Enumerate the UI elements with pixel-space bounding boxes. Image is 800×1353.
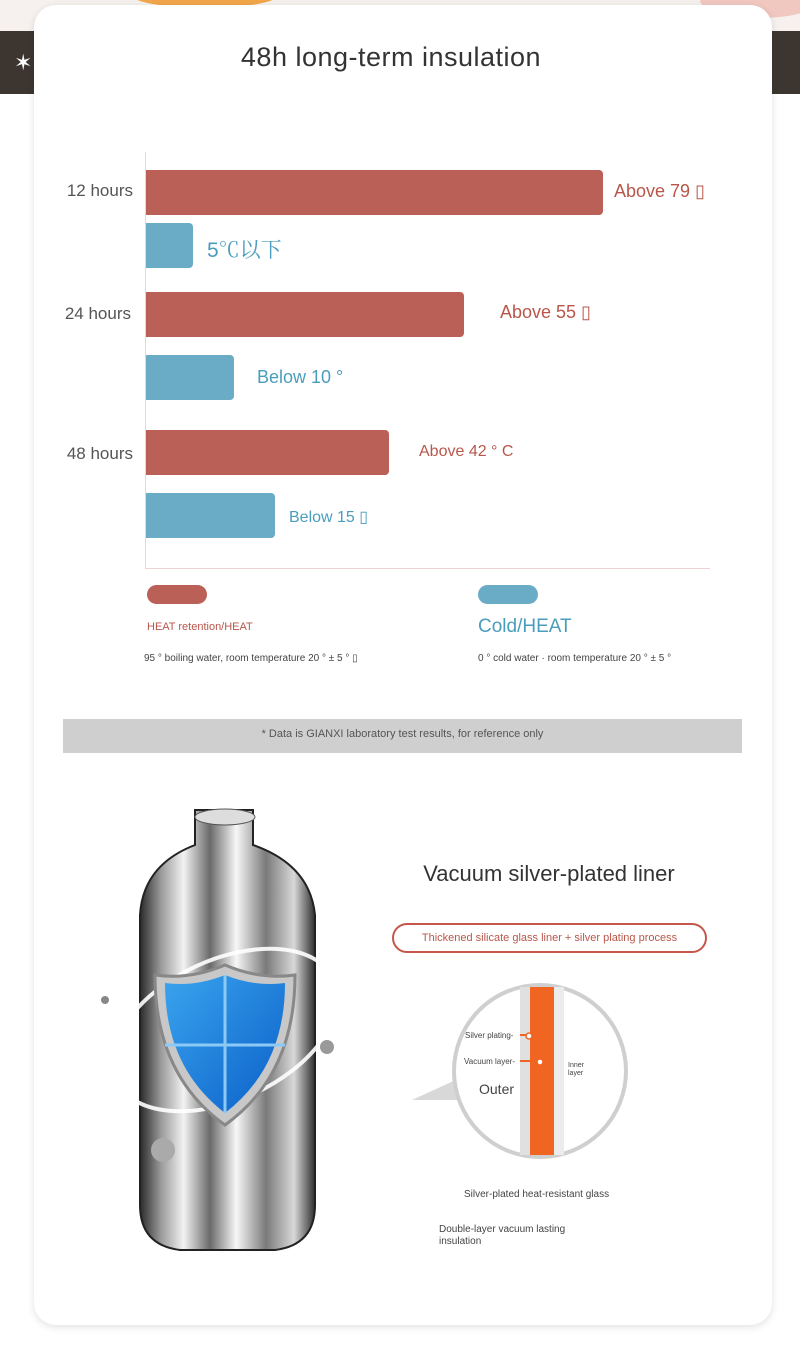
legend-label-cold: Cold/HEAT (478, 616, 572, 637)
label-outer: Outer (479, 1081, 515, 1097)
legend-label-hot: HEAT retention/HEAT (147, 621, 253, 633)
legend-desc-cold: 0 ° cold water · room temperature 20 ° ± 5 ° (478, 653, 672, 664)
label-vacuum-layer: Vacuum layer- (464, 1057, 515, 1066)
disclaimer-bar (63, 719, 742, 753)
value-label-hot-48h: Above 42 ° C (419, 443, 514, 460)
legend-desc-hot: 95 ° boiling water, room temperature 20 ° ± 5 ° ▯ (144, 653, 358, 664)
value-label-hot-12h: Above 79 ▯ (614, 181, 705, 201)
liner-badge-text: Thickened silicate glass liner + silver plating process (421, 932, 678, 944)
chart-x-axis (145, 568, 710, 569)
disclaimer-text: * Data is GIANXI laboratory test results, for reference only (261, 728, 544, 740)
caption-double-layer: Double-layer vacuum lasting insulation (439, 1224, 566, 1247)
value-label-hot-24h: Above 55 ▯ (500, 302, 591, 322)
bar-cold-12h (146, 223, 193, 268)
star-icon: ✶ (14, 50, 33, 75)
row-label-48h: 48 hours (66, 444, 133, 463)
value-label-cold-24h: Below 10 ° (257, 367, 344, 387)
vacuum-bottle-illustration (95, 805, 350, 1255)
row-label-24h: 24 hours (64, 304, 131, 323)
legend-swatch-hot (147, 585, 207, 604)
label-inner-layer: Inner layer (568, 1062, 584, 1077)
liner-badge (392, 923, 707, 953)
bar-hot-12h (146, 170, 603, 215)
bar-cold-24h (146, 355, 234, 400)
caption-silver-glass: Silver-plated heat-resistant glass (464, 1189, 610, 1200)
row-label-12h: 12 hours (66, 181, 133, 200)
bar-hot-48h (146, 430, 389, 475)
bar-hot-24h (146, 292, 464, 337)
value-label-cold-48h: Below 15 ▯ (289, 509, 369, 526)
label-silver-plating: Silver plating- (465, 1031, 514, 1040)
value-label-cold-12h: 5℃以下 (207, 239, 282, 262)
liner-title: Vacuum silver-plated liner (423, 861, 675, 886)
bar-cold-48h (146, 493, 275, 538)
legend-swatch-cold (478, 585, 538, 604)
page-title: 48h long-term insulation (240, 42, 542, 72)
